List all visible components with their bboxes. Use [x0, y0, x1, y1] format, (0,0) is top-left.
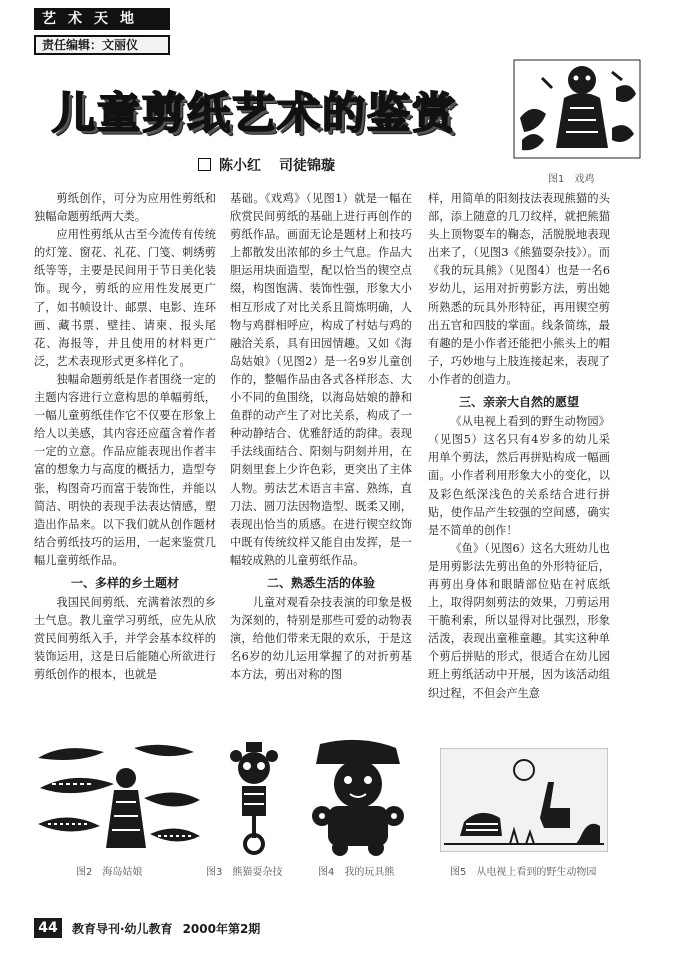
paragraph: 应用性剪纸从古至今流传有传统的灯笼、窗花、礼花、门笺、刺绣剪纸等等，主要是民间用于节日美化装饰。现今，剪纸的应用性发展更广了，如书帧设计、邮票、电影、连环画、藏书票、壁挂、请柬、报头尾花、海报等，并且使用的材料更广泛，艺术表现形式更多样化了。	[34, 228, 216, 368]
figure-2-caption: 图2 海岛姑娘	[76, 867, 143, 878]
journal-footer	[72, 920, 260, 937]
section-heading-1: 一、多样的乡土题材	[70, 575, 179, 590]
figure-5-papercut	[440, 748, 608, 852]
journal-issue: 2000年第2期	[182, 922, 261, 936]
paragraph: 独幅命题剪纸是作者围绕一定的主题内容进行立意构思的单幅剪纸，一幅儿童剪纸佳作它不仅要在形象上给人以美感，其内容还应蕴含着作者一定的立意。作品应能表现出作者丰富的想象力与高度的概括力，造型夸张，构图奇巧而富于装饰性，并能以简洁、明快的表现手法表达情感，塑造出作品来。以下我们就从创作题材结合剪纸技巧的运用，一起来鉴赏几幅儿童剪纸作品。	[34, 372, 216, 567]
paragraph: 样，用简单的阳刻技法表现熊猫的头部，添上随意的几刀纹样，就把熊猫头上顶物耍车的鞠态，活脱脱地表现出来了，（见图3《熊猫耍杂技》）。而《我的玩具熊》（见图4）也是一名6岁幼儿，运用对折剪影方法，剪出她所熟悉的玩具外形特征，再用锲空剪出五官和四肢的掌面。线条简练，最有趣的是小作者还能把小熊头上的帽子，巧妙地与上肢连接起来，表现了小作者的创造力。	[428, 192, 610, 386]
author-byline	[198, 155, 335, 175]
panda-acrobat-papercut-icon	[222, 738, 286, 856]
paragraph: 我国民间剪纸、充满着浓烈的乡土气息。教儿童学习剪纸，应先从欣赏民间剪纸入手，并学会基本纹样的装饰运用，这是日后能随心所欲进行剪纸创作的根本，也就是	[34, 596, 216, 682]
figure-3-caption: 图3 熊猫耍杂技	[206, 867, 283, 878]
figure-4-caption: 图4 我的玩具熊	[318, 867, 395, 878]
text-column-2	[230, 190, 412, 685]
fish-girl-papercut-icon	[34, 738, 204, 856]
toy-bear-papercut-icon	[300, 738, 420, 856]
figure-3-papercut	[222, 738, 286, 856]
wildlife-park-papercut-icon	[440, 748, 608, 852]
editor-credit: 责任编辑：文丽仪	[34, 35, 170, 55]
paragraph: 儿童对观看杂技表演的印象是极为深刻的，特别是那些可爱的动物表演，给他们带来无限的欢乐，于是这名6岁的幼儿运用掌握了的对折剪基本方法，剪出对称的图	[230, 596, 412, 682]
section-label: 艺术天地	[34, 8, 170, 30]
article-title: 儿童剪纸艺术的鉴赏	[52, 89, 457, 139]
paragraph: 基础。《戏鸡》（见图1）就是一幅在欣赏民间剪纸的基础上进行再创作的剪纸作品。画面无论是题材上和技巧上都散发出浓郁的乡土气息。作品大胆运用块面造型，配以恰当的锲空点缀，构图饱满、装饰性强，形象大小相互形成了对比关系且简炼明确，人物与鸡群相呼应，构成了村姑与鸡的融洽关系，具有田园情趣。又如《海岛姑娘》（见图2）是一名9岁儿童创作的，整幅作品由各式各样形态、大小不同的鱼围绕，以海岛姑娘的静和鱼群的动产生了对比关系，构成了一种动静结合、优雅舒适的韵律。表现手法线面结合、阳刻与阴刻并用，在阴刻里套上少许色彩，更突出了主体人物。剪法艺术语言丰富、熟练，直刀法、圆刀法因物造型、既柔又刚，表现出恰当的质感。在进行锲空纹饰中既有传统纹样又能自由发挥，是一幅较成熟的儿童剪纸作品。	[230, 192, 412, 567]
page-number: 44	[34, 918, 62, 938]
figure-4-papercut	[300, 738, 420, 856]
author-name: 司徒锦璇	[279, 158, 335, 174]
section-heading-3: 三、亲亲大自然的愿望	[458, 395, 579, 410]
paragraph: 《从电视上看到的野生动物园》（见图5）这名只有4岁多的幼儿采用单个剪法，然后再拼贴构成一幅画面。小作者利用形象大小的变化，以及彩色纸深浅色的关系结合进行拼贴，使作品产生较强的空间感，确实是不简单的创作！	[428, 415, 610, 537]
paragraph: 《鱼》（见图6）这名大班幼儿也是用剪影法先剪出鱼的外形特征后，再剪出身体和眼睛部位贴在衬底纸上，取得阴刻剪法的效果，刀剪运用干脆利索，所以显得对比强烈，形象活泼，表现出童稚童趣。其实这种单个剪后拼贴的形式，很适合在幼儿园班上剪纸活动中开展，因为该活动组织过程，不但会产生意	[428, 541, 610, 700]
figure-2-papercut	[34, 738, 204, 856]
paragraph: 剪纸创作，可分为应用性剪纸和独幅命题剪纸两大类。	[34, 192, 216, 224]
text-column-1	[34, 190, 216, 685]
journal-name: 教育导刊·幼儿教育	[72, 922, 173, 936]
figure-1-papercut	[512, 58, 642, 160]
rooster-papercut-icon	[512, 58, 642, 160]
figure-1-caption: 图1 戏鸡	[548, 174, 595, 185]
figure-5-caption: 图5 从电视上看到的野生动物园	[450, 867, 597, 878]
author-name: 陈小红	[219, 158, 261, 174]
byline-box-icon	[198, 158, 211, 171]
text-column-3	[428, 190, 610, 703]
section-heading-2: 二、熟悉生活的体验	[266, 575, 375, 590]
